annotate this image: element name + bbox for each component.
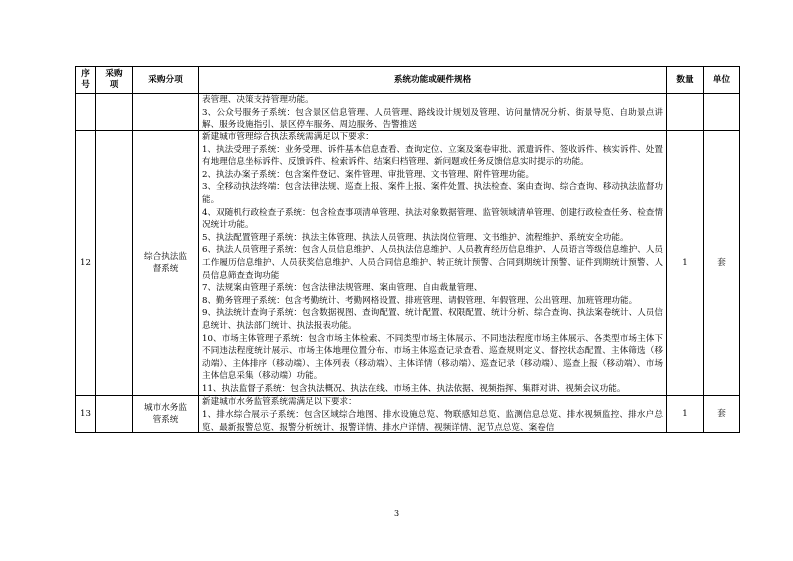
spec-cell	[199, 396, 667, 433]
header-seq: 序 号	[76, 67, 96, 94]
row-category: 城市水务监管系统	[133, 396, 199, 433]
table-row	[76, 131, 740, 396]
spec-line: 1、执法受理子系统：业务受理、诉件基本信息查看、查询定位、立案及案卷审批、派遣诉件、签收诉件、核实诉件、处置有地理信息坐标诉件、反馈诉件、检索诉件、结案归档管理、新问题或任务反馈信息实时提示的功能。	[202, 144, 663, 168]
table-row	[76, 396, 740, 433]
spec-line: 新建城市水务监管系统需满足以下要求：	[202, 397, 357, 408]
row-seq: 13	[76, 396, 96, 433]
row-unit: 套	[704, 396, 740, 433]
spec-cell	[199, 131, 667, 396]
header-category: 采购分项	[133, 67, 199, 94]
spec-line: 6、执法人员管理子系统：包含人员信息维护、人员执法信息维护、人员教育经历信息维护、人员语言等级信息维护、人员工作履历信息维护、人员获奖信息维护、人员合同信息维护、转正统计预警、合同到期统计预警、证件到期统计预警、人员信息筛查查询功能	[202, 245, 663, 281]
row-qty: 1	[667, 396, 704, 433]
spec-line: 5、执法配置管理子系统：执法主体管理、执法人员管理、执法岗位管理、文书维护、流程维护、系统安全功能。	[202, 232, 629, 243]
spec-line: 新建城市管理综合执法系统需满足以下要求：	[202, 132, 374, 142]
spec-line: 4、双随机行政检查子系统：包含检查事项清单管理、执法对象数据管理、监管领域清单管理、创建行政检查任务、检查情况统计功能。	[202, 207, 663, 231]
spec-line: 11、执法监督子系统：包含执法概况、执法在线、市场主体、执法依据、视频指挥、集群对讲、视频会议功能。	[202, 383, 626, 394]
spec-cell	[199, 94, 667, 131]
page-number: 3	[393, 509, 400, 518]
spec-line: 10、市场主体管理子系统：包含市场主体检索、不同类型市场主体展示、不同违法程度市场主体展示、各类型市场主体下不同违法程度统计展示、市场主体地理位置分布、市场主体巡查记录查看、巡查规则定义、督控状态配置、主体筛选（移动端）、主体排序（移动端）、主体列表（移动端）、主体详情（移动端）、巡查记录（移动端）、巡查上报（移动端）、市场主体信息采集（移动端）功能。	[202, 333, 663, 382]
table-row-continuation	[76, 94, 740, 131]
spec-line: 9、执法统计查询子系统：包含数据视图、查询配置、统计配置、权限配置、统计分析、综合查询、执法案卷统计、人员信息统计、执法部门统计、执法报表功能。	[202, 308, 663, 331]
spec-line: 8、勤务管理子系统：包含考勤统计、考勤网格设置、排班管理、请假管理、年假管理、公出管理、加班管理功能。	[202, 295, 638, 306]
procurement-table	[75, 66, 740, 433]
table-header-row	[76, 67, 740, 94]
header-unit: 单位	[704, 67, 740, 94]
spec-line: 7、法规案由管理子系统：包含法律法规管理、案由管理、自由裁量管理、	[202, 283, 483, 294]
header-spec: 系统功能或硬件规格	[199, 67, 667, 94]
header-item: 采购 项	[96, 67, 133, 94]
spec-line: 表管理、决策支持管理功能。	[202, 95, 314, 105]
row-category: 综合执法监督系统	[133, 131, 199, 396]
header-qty: 数量	[667, 67, 704, 94]
row-unit: 套	[704, 131, 740, 396]
row-qty: 1	[667, 131, 704, 396]
spec-line: 3、全移动执法终端：包含法律法规、巡查上报、案件上报、案件处置、执法检查、案由查询、综合查询、移动执法监督功能。	[202, 182, 663, 205]
spec-line: 3、公众号服务子系统：包含景区信息管理、人员管理、路线设计规划及管理、访问量情况分析、街景导览、自助景点讲解、服务设施指引、景区停车服务、周边服务、告警推送	[202, 107, 663, 130]
spec-line: 2、执法办案子系统：包含案件登记、案件管理、审批管理、文书管理、附件管理功能。	[202, 169, 535, 180]
spec-line: 1、排水综合展示子系统：包含区域综合地图、排水设施总览、物联感知总览、监测信息总览、排水视频监控、排水户总览、最新报警总览、报警分析统计、报警详情、排水户详情、视频详情、泥节点总览、案卷信	[202, 410, 663, 433]
row-seq: 12	[76, 131, 96, 396]
